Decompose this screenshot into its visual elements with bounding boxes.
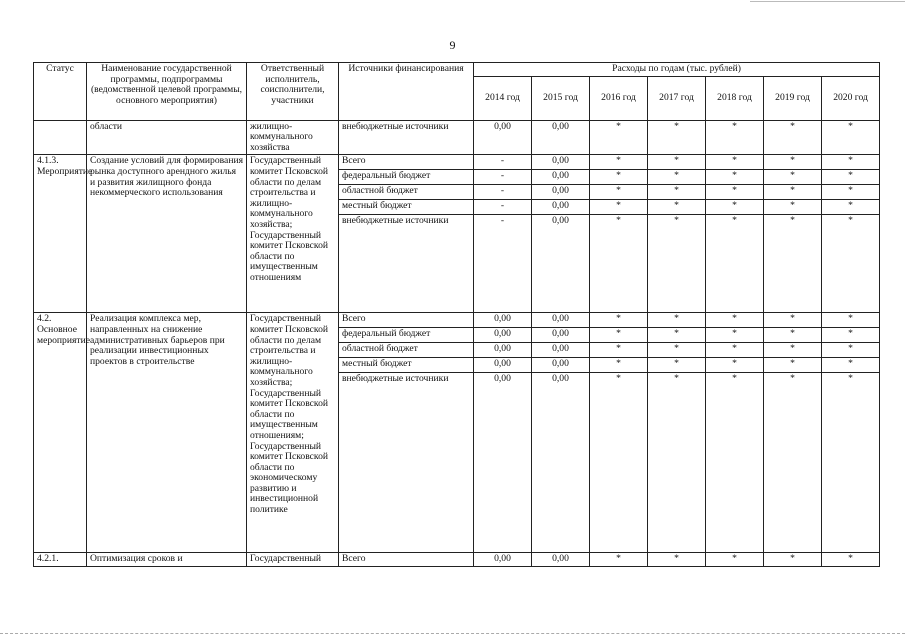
- source-cell: областной бюджет: [339, 185, 474, 200]
- value-cell: *: [822, 553, 880, 567]
- value-cell: -: [474, 215, 532, 313]
- value-cell: *: [648, 328, 706, 343]
- table-row: [34, 120, 880, 155]
- value-cell: *: [706, 358, 764, 373]
- source-cell: внебюджетные источники: [339, 120, 474, 155]
- value-cell: *: [590, 120, 648, 155]
- executor-cell: Государственный комитет Псковской области по делам строительства и жилищно-коммунального хозяйства; Государственный комитет Псковской области по имущественным отношениям; Государственный комитет Псковской области по экономическому развитию и инвестиционной политике: [247, 313, 339, 553]
- name-cell: Реализация комплекса мер, направленных на снижение административных барьеров при реализации инвестиционных проектов в строительстве: [87, 313, 247, 553]
- name-cell: области: [87, 120, 247, 155]
- value-cell: -: [474, 155, 532, 170]
- executor-cell: Государственный: [247, 553, 339, 567]
- value-cell: *: [590, 373, 648, 553]
- value-cell: *: [590, 343, 648, 358]
- scan-edge-top: [750, 1, 905, 2]
- executor-cell: Государственный комитет Псковской области по делам строительства и жилищно-коммунального хозяйства; Государственный комитет Псковской области по имущественным отношениям: [247, 155, 339, 313]
- value-cell: 0,00: [532, 328, 590, 343]
- value-cell: *: [764, 313, 822, 328]
- source-cell: Всего: [339, 313, 474, 328]
- value-cell: *: [590, 358, 648, 373]
- source-cell: внебюджетные источники: [339, 215, 474, 313]
- value-cell: *: [648, 313, 706, 328]
- value-cell: 0,00: [474, 120, 532, 155]
- value-cell: -: [474, 170, 532, 185]
- value-cell: 0,00: [532, 343, 590, 358]
- header-year: 2016 год: [590, 76, 648, 120]
- name-cell: Оптимизация сроков и: [87, 553, 247, 567]
- status-cell: 4.2.1.: [34, 553, 87, 567]
- source-cell: Всего: [339, 553, 474, 567]
- value-cell: *: [764, 343, 822, 358]
- value-cell: *: [764, 358, 822, 373]
- value-cell: *: [764, 553, 822, 567]
- value-cell: *: [590, 328, 648, 343]
- value-cell: *: [590, 215, 648, 313]
- name-cell: Создание условий для формирования рынка доступного арендного жилья и развития жилищного фонда некоммерческого использования: [87, 155, 247, 313]
- source-cell: местный бюджет: [339, 200, 474, 215]
- value-cell: *: [590, 155, 648, 170]
- source-cell: внебюджетные источники: [339, 373, 474, 553]
- value-cell: 0,00: [474, 373, 532, 553]
- value-cell: *: [822, 313, 880, 328]
- header-year: 2020 год: [822, 76, 880, 120]
- value-cell: *: [590, 313, 648, 328]
- value-cell: *: [706, 343, 764, 358]
- value-cell: *: [822, 200, 880, 215]
- value-cell: *: [822, 120, 880, 155]
- status-cell: [34, 120, 87, 155]
- source-cell: федеральный бюджет: [339, 328, 474, 343]
- value-cell: *: [822, 328, 880, 343]
- value-cell: *: [764, 215, 822, 313]
- value-cell: *: [706, 328, 764, 343]
- value-cell: *: [706, 215, 764, 313]
- value-cell: *: [822, 215, 880, 313]
- header-year: 2014 год: [474, 76, 532, 120]
- value-cell: *: [764, 373, 822, 553]
- value-cell: *: [706, 185, 764, 200]
- header-name: Наименование государственной программы, подпрограммы (ведомственной целевой программы, основного мероприятия): [87, 63, 247, 121]
- value-cell: *: [648, 358, 706, 373]
- value-cell: *: [706, 155, 764, 170]
- value-cell: 0,00: [532, 155, 590, 170]
- table-row: [34, 553, 880, 567]
- value-cell: *: [648, 343, 706, 358]
- source-cell: Всего: [339, 155, 474, 170]
- value-cell: *: [822, 155, 880, 170]
- source-cell: областной бюджет: [339, 343, 474, 358]
- header-year: 2019 год: [764, 76, 822, 120]
- value-cell: 0,00: [532, 553, 590, 567]
- value-cell: *: [706, 200, 764, 215]
- value-cell: *: [706, 170, 764, 185]
- source-cell: федеральный бюджет: [339, 170, 474, 185]
- value-cell: *: [706, 553, 764, 567]
- value-cell: 0,00: [474, 328, 532, 343]
- value-cell: -: [474, 185, 532, 200]
- value-cell: 0,00: [532, 170, 590, 185]
- header-executor: Ответственный исполнитель, соисполнители, участники: [247, 63, 339, 121]
- budget-table: [33, 62, 880, 567]
- header-year: 2017 год: [648, 76, 706, 120]
- value-cell: 0,00: [532, 313, 590, 328]
- value-cell: 0,00: [474, 313, 532, 328]
- scan-edge-bottom: [0, 633, 905, 634]
- value-cell: *: [822, 170, 880, 185]
- value-cell: 0,00: [532, 373, 590, 553]
- value-cell: *: [648, 155, 706, 170]
- executor-cell: жилищно-коммунального хозяйства: [247, 120, 339, 155]
- page-number: 9: [449, 38, 456, 52]
- value-cell: *: [590, 200, 648, 215]
- table-row: [34, 313, 880, 328]
- value-cell: 0,00: [532, 120, 590, 155]
- value-cell: *: [764, 170, 822, 185]
- value-cell: *: [822, 343, 880, 358]
- header-year: 2015 год: [532, 76, 590, 120]
- value-cell: *: [764, 155, 822, 170]
- value-cell: *: [822, 358, 880, 373]
- value-cell: *: [648, 185, 706, 200]
- value-cell: *: [590, 170, 648, 185]
- header-status: Статус: [34, 63, 87, 121]
- value-cell: *: [648, 200, 706, 215]
- value-cell: *: [590, 185, 648, 200]
- value-cell: -: [474, 200, 532, 215]
- value-cell: *: [648, 373, 706, 553]
- value-cell: *: [648, 120, 706, 155]
- value-cell: *: [648, 553, 706, 567]
- value-cell: *: [822, 373, 880, 553]
- source-cell: местный бюджет: [339, 358, 474, 373]
- header-expenses: Расходы по годам (тыс. рублей): [474, 63, 880, 77]
- value-cell: *: [764, 328, 822, 343]
- value-cell: *: [648, 170, 706, 185]
- header-sources: Источники финансирования: [339, 63, 474, 121]
- value-cell: 0,00: [532, 200, 590, 215]
- status-cell: 4.2. Основное мероприятие: [34, 313, 87, 553]
- value-cell: *: [822, 185, 880, 200]
- table-row: [34, 155, 880, 170]
- value-cell: *: [648, 215, 706, 313]
- value-cell: *: [706, 373, 764, 553]
- value-cell: 0,00: [532, 215, 590, 313]
- value-cell: *: [764, 200, 822, 215]
- value-cell: 0,00: [474, 343, 532, 358]
- value-cell: *: [764, 185, 822, 200]
- status-cell: 4.1.3. Мероприятие: [34, 155, 87, 313]
- value-cell: 0,00: [474, 358, 532, 373]
- value-cell: *: [706, 120, 764, 155]
- value-cell: *: [706, 313, 764, 328]
- header-year: 2018 год: [706, 76, 764, 120]
- value-cell: 0,00: [474, 553, 532, 567]
- value-cell: *: [590, 553, 648, 567]
- value-cell: 0,00: [532, 358, 590, 373]
- value-cell: 0,00: [532, 185, 590, 200]
- value-cell: *: [764, 120, 822, 155]
